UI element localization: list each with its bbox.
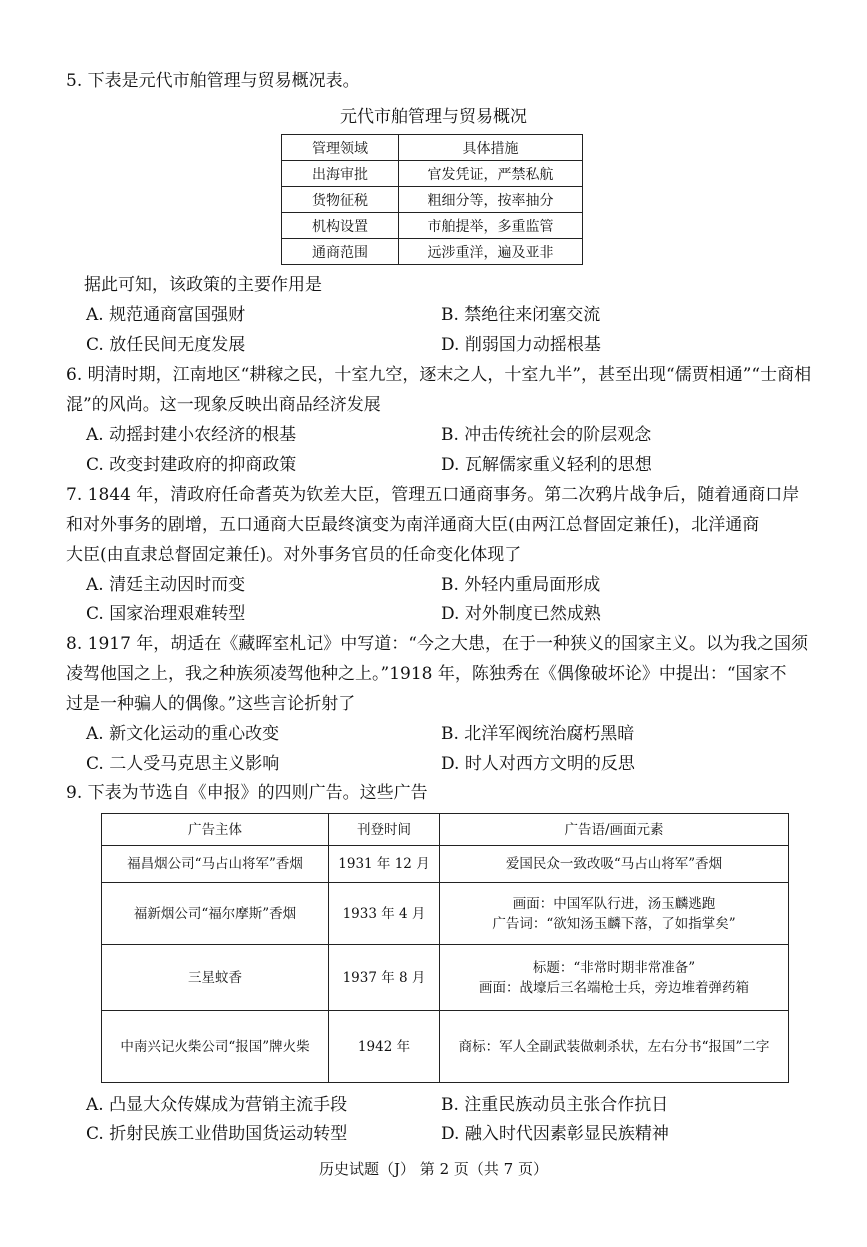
table-cell-subject: 中南兴记火柴公司“报国”牌火柴 [102, 1011, 329, 1083]
q6-stem-line1: 6. 明清时期，江南地区“耕稼之民，十室九空，逐末之人，十室九半”，甚至出现“儒贾相通”“士商相 [66, 365, 812, 385]
q8-option-d: D. 时人对西方文明的反思 [441, 754, 635, 774]
q7-option-a: A. 清廷主动因时而变 [86, 575, 246, 595]
table-cell: 机构设置 [282, 213, 399, 239]
q7-option-b: B. 外轻内重局面形成 [441, 575, 601, 595]
q7-stem-line3: 大臣(由直隶总督固定兼任)。对外事务官员的任命变化体现了 [66, 545, 522, 565]
table-row [102, 945, 789, 1011]
q9-option-d: D. 融入时代因素彰显民族精神 [441, 1124, 669, 1144]
table-row [282, 239, 583, 265]
ad-content-line: 商标：军人全副武装做刺杀状，左右分书“报国”二字 [458, 1038, 770, 1055]
q5-table [281, 134, 583, 265]
q6-option-c: C. 改变封建政府的抑商政策 [86, 455, 297, 475]
table-row [282, 213, 583, 239]
ad-content-line: 画面：战壕后三名端枪士兵，旁边堆着弹药箱 [479, 979, 749, 996]
q5-stem: 5. 下表是元代市舶管理与贸易概况表。 [66, 71, 360, 91]
q6-stem-line2: 混”的风尚。这一现象反映出商品经济发展 [66, 395, 381, 415]
q6-option-b: B. 冲击传统社会的阶层观念 [441, 425, 652, 445]
table-header-cell: 广告语/画面元素 [440, 814, 789, 846]
table-cell-subject: 三星蚊香 [102, 945, 329, 1011]
q8-option-b: B. 北洋军阀统治腐朽黑暗 [441, 724, 635, 744]
table-cell-content [440, 846, 789, 883]
q8-stem-line1: 8. 1917 年，胡适在《藏晖室札记》中写道：“今之大患，在于一种狭义的国家主义。以为我之国须 [66, 634, 808, 654]
table-cell-content [440, 1011, 789, 1083]
q7-stem-line1: 7. 1844 年，清政府任命耆英为钦差大臣，管理五口通商事务。第二次鸦片战争后，随着通商口岸 [66, 485, 800, 505]
q9-table [101, 813, 789, 1083]
table-cell: 货物征税 [282, 187, 399, 213]
q8-option-c: C. 二人受马克思主义影响 [86, 754, 280, 774]
table-row [102, 846, 789, 883]
table-cell: 粗细分等，按率抽分 [399, 187, 583, 213]
q9-option-b: B. 注重民族动员主张合作抗日 [441, 1095, 669, 1115]
table-cell-date: 1942 年 [329, 1011, 440, 1083]
ad-content-line: 爱国民众一致改吸“马占山将军”香烟 [505, 856, 723, 872]
ad-content-line: 广告词：“欲知汤玉麟下落，了如指掌矣” [492, 915, 736, 932]
table-cell-content [440, 883, 789, 945]
table-header-cell: 管理领域 [282, 135, 399, 161]
table-row [282, 187, 583, 213]
table-cell: 远涉重洋，遍及亚非 [399, 239, 583, 265]
table-header-cell: 刊登时间 [329, 814, 440, 846]
table-cell: 出海审批 [282, 161, 399, 187]
q5-table-title: 元代市舶管理与贸易概况 [340, 107, 527, 127]
q5-question: 据此可知，该政策的主要作用是 [84, 275, 322, 295]
table-cell-date: 1933 年 4 月 [329, 883, 440, 945]
q9-option-c: C. 折射民族工业借助国货运动转型 [86, 1124, 348, 1144]
table-row [102, 1011, 789, 1083]
table-cell-date: 1931 年 12 月 [329, 846, 440, 883]
q9-option-a: A. 凸显大众传媒成为营销主流手段 [86, 1095, 348, 1115]
table-cell-subject: 福昌烟公司“马占山将军”香烟 [102, 846, 329, 883]
ad-content-line: 画面：中国军队行进，汤玉麟逃跑 [512, 895, 716, 912]
q6-option-a: A. 动摇封建小农经济的根基 [86, 425, 297, 445]
q8-stem-line3: 过是一种骗人的偶像。”这些言论折射了 [66, 694, 356, 714]
q9-stem: 9. 下表为节选自《申报》的四则广告。这些广告 [66, 783, 428, 803]
table-row [102, 883, 789, 945]
q6-option-d: D. 瓦解儒家重义轻利的思想 [441, 455, 652, 475]
ad-content-line: 标题：“非常时期非常准备” [532, 959, 696, 976]
table-cell: 市舶提举，多重监管 [399, 213, 583, 239]
table-header-row [102, 814, 789, 846]
table-cell: 官发凭证，严禁私航 [399, 161, 583, 187]
q7-option-c: C. 国家治理艰难转型 [86, 604, 246, 624]
table-cell-subject: 福新烟公司“福尔摩斯”香烟 [102, 883, 329, 945]
q8-stem-line2: 凌驾他国之上，我之种族须凌驾他种之上。”1918 年，陈独秀在《偶像破坏论》中提出：“国家不 [66, 664, 787, 684]
table-header-cell: 广告主体 [102, 814, 329, 846]
q5-option-a: A. 规范通商富国强财 [86, 305, 246, 325]
table-header-cell: 具体措施 [399, 135, 583, 161]
table-cell-content [440, 945, 789, 1011]
q7-stem-line2: 和对外事务的剧增，五口通商大臣最终演变为南洋通商大臣(由两江总督固定兼任)，北洋通商 [66, 515, 760, 535]
table-header-row [282, 135, 583, 161]
q5-option-b: B. 禁绝往来闭塞交流 [441, 305, 601, 325]
q5-option-d: D. 削弱国力动摇根基 [441, 335, 601, 355]
q7-option-d: D. 对外制度已然成熟 [441, 604, 601, 624]
q8-option-a: A. 新文化运动的重心改变 [86, 724, 280, 744]
table-row [282, 161, 583, 187]
table-cell: 通商范围 [282, 239, 399, 265]
q5-option-c: C. 放任民间无度发展 [86, 335, 246, 355]
table-cell-date: 1937 年 8 月 [329, 945, 440, 1011]
page-footer: 历史试题（J） 第 2 页（共 7 页） [319, 1160, 548, 1178]
